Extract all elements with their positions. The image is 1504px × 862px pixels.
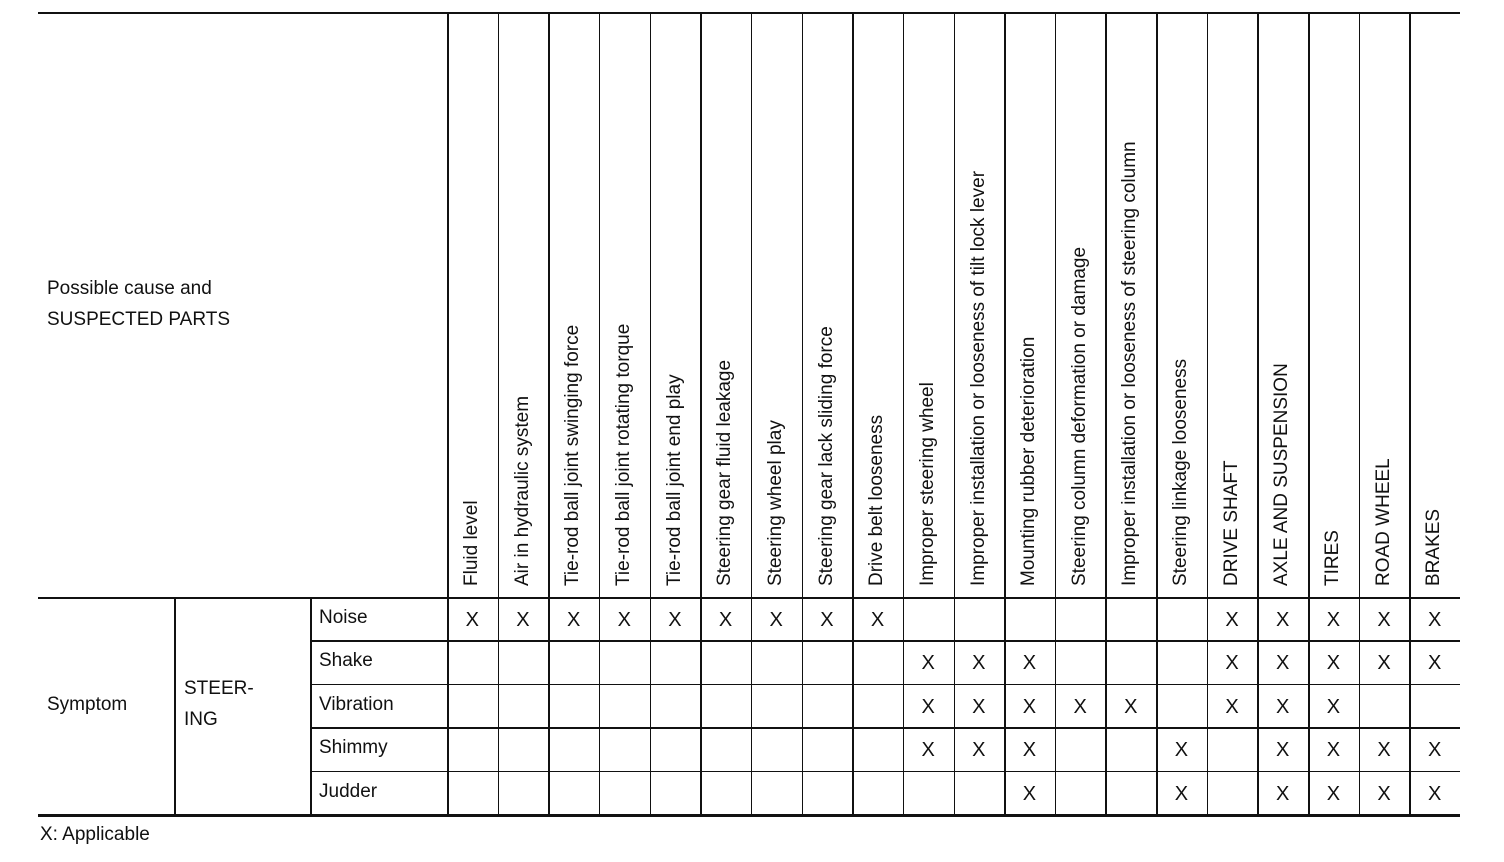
symptom-label: Symptom [47,694,128,715]
applicable-mark: X [718,609,733,631]
applicable-mark: X [1022,782,1037,805]
applicable-mark: X [668,609,682,631]
column-divider [802,12,804,815]
column-header: BRAKES [1423,508,1445,586]
applicable-mark: X [1377,609,1391,631]
row-label: Shake [319,650,373,672]
applicable-mark: X [1174,782,1189,805]
applicable-mark: X [1326,609,1341,631]
column-header: AXLE AND SUSPENSION [1271,363,1293,586]
column-header: Steering wheel play [764,420,786,586]
column-divider [1257,12,1259,815]
applicable-mark: X [972,652,986,675]
diagnosis-table [38,12,1460,818]
applicable-mark: X [1174,739,1189,762]
header-line-1: Possible cause and [47,278,212,299]
column-divider [548,12,550,815]
row-divider [310,771,1460,773]
column-header: Air in hydraulic system [511,395,533,586]
column-header: Steering column deformation or damage [1068,246,1090,586]
column-divider [700,12,702,815]
column-divider [599,12,601,815]
applicable-mark: X [1276,782,1290,805]
applicable-mark: X [1428,652,1442,675]
column-divider [1105,12,1107,815]
applicable-mark: X [1326,695,1341,718]
column-header: Improper installation or looseness of steering column [1119,141,1141,586]
applicable-mark: X [1073,695,1087,718]
column-header: Steering gear fluid leakage [714,359,736,586]
column-divider [1409,12,1411,815]
symptom-divider [174,598,176,815]
applicable-mark: X [1225,695,1239,718]
applicable-mark: X [1428,782,1442,805]
column-divider [751,12,753,815]
applicable-mark: X [1276,739,1290,762]
column-divider [903,12,905,815]
applicable-mark: X [566,609,581,631]
column-header: DRIVE SHAFT [1220,460,1242,586]
column-divider [1055,12,1057,815]
applicable-mark: X [1022,652,1037,675]
column-divider [447,12,449,815]
row-divider [310,640,1460,642]
column-divider [1207,12,1209,815]
row-label: Judder [319,780,378,802]
applicable-mark: X [921,695,935,718]
applicable-mark: X [1428,739,1442,762]
column-header: Tie-rod ball joint end play [663,374,685,586]
column-divider [498,12,500,815]
column-divider [852,12,854,815]
applicable-mark: X [1022,695,1037,718]
bottom-rule [38,814,1460,817]
applicable-mark: X [972,695,986,718]
column-header: Tie-rod ball joint swinging force [562,324,584,586]
column-header: Improper installation or looseness of tilt lock lever [967,170,989,586]
column-header: Tie-rod ball joint rotating torque [612,323,634,586]
applicable-mark: X [1377,652,1391,675]
applicable-mark: X [921,739,935,762]
column-header: Mounting rubber deterioration [1018,336,1040,586]
column-header: Drive belt looseness [866,414,888,586]
applicable-mark: X [769,609,783,631]
column-header: ROAD WHEEL [1372,458,1394,586]
legend: X: Applicable [40,824,150,845]
applicable-mark: X [1326,782,1341,805]
header-line-2: SUSPECTED PARTS [47,309,231,330]
row-label: Vibration [319,693,394,715]
group-label-line-2: ING [184,709,218,730]
applicable-mark: X [1377,739,1391,762]
column-header: Fluid level [461,500,482,586]
applicable-mark: X [1428,609,1442,631]
column-divider [650,12,652,815]
applicable-mark: X [1276,609,1290,631]
applicable-mark: X [921,652,935,675]
applicable-mark: X [1276,652,1290,675]
row-divider [310,727,1460,729]
applicable-mark: X [1377,782,1391,805]
applicable-mark: X [972,739,986,762]
applicable-mark: X [465,609,479,631]
row-label: Shimmy [319,737,388,759]
column-header: Improper steering wheel [916,382,938,586]
column-divider [1004,12,1006,815]
applicable-mark: X [1276,695,1290,718]
applicable-mark: X [820,609,834,631]
column-header: Steering gear lack sliding force [815,326,837,586]
applicable-mark: X [1124,695,1138,718]
applicable-mark: X [1326,739,1341,762]
column-divider [1308,12,1310,815]
column-divider [954,12,956,815]
applicable-mark: X [1225,652,1239,675]
row-label: Noise [319,607,368,628]
column-header: TIRES [1322,530,1344,586]
header-divider [38,597,1460,599]
group-label-line-1: STEER- [184,678,254,699]
row-divider [310,684,1460,686]
applicable-mark: X [870,609,885,631]
applicable-mark: X [1022,739,1037,762]
column-divider [1359,12,1361,815]
top-rule [38,12,1460,14]
column-divider [1156,12,1158,815]
group-divider [310,598,312,815]
applicable-mark: X [617,609,631,631]
applicable-mark: X [1225,609,1239,631]
applicable-mark: X [1326,652,1341,675]
column-header: Steering linkage looseness [1170,358,1192,586]
applicable-mark: X [516,609,530,631]
